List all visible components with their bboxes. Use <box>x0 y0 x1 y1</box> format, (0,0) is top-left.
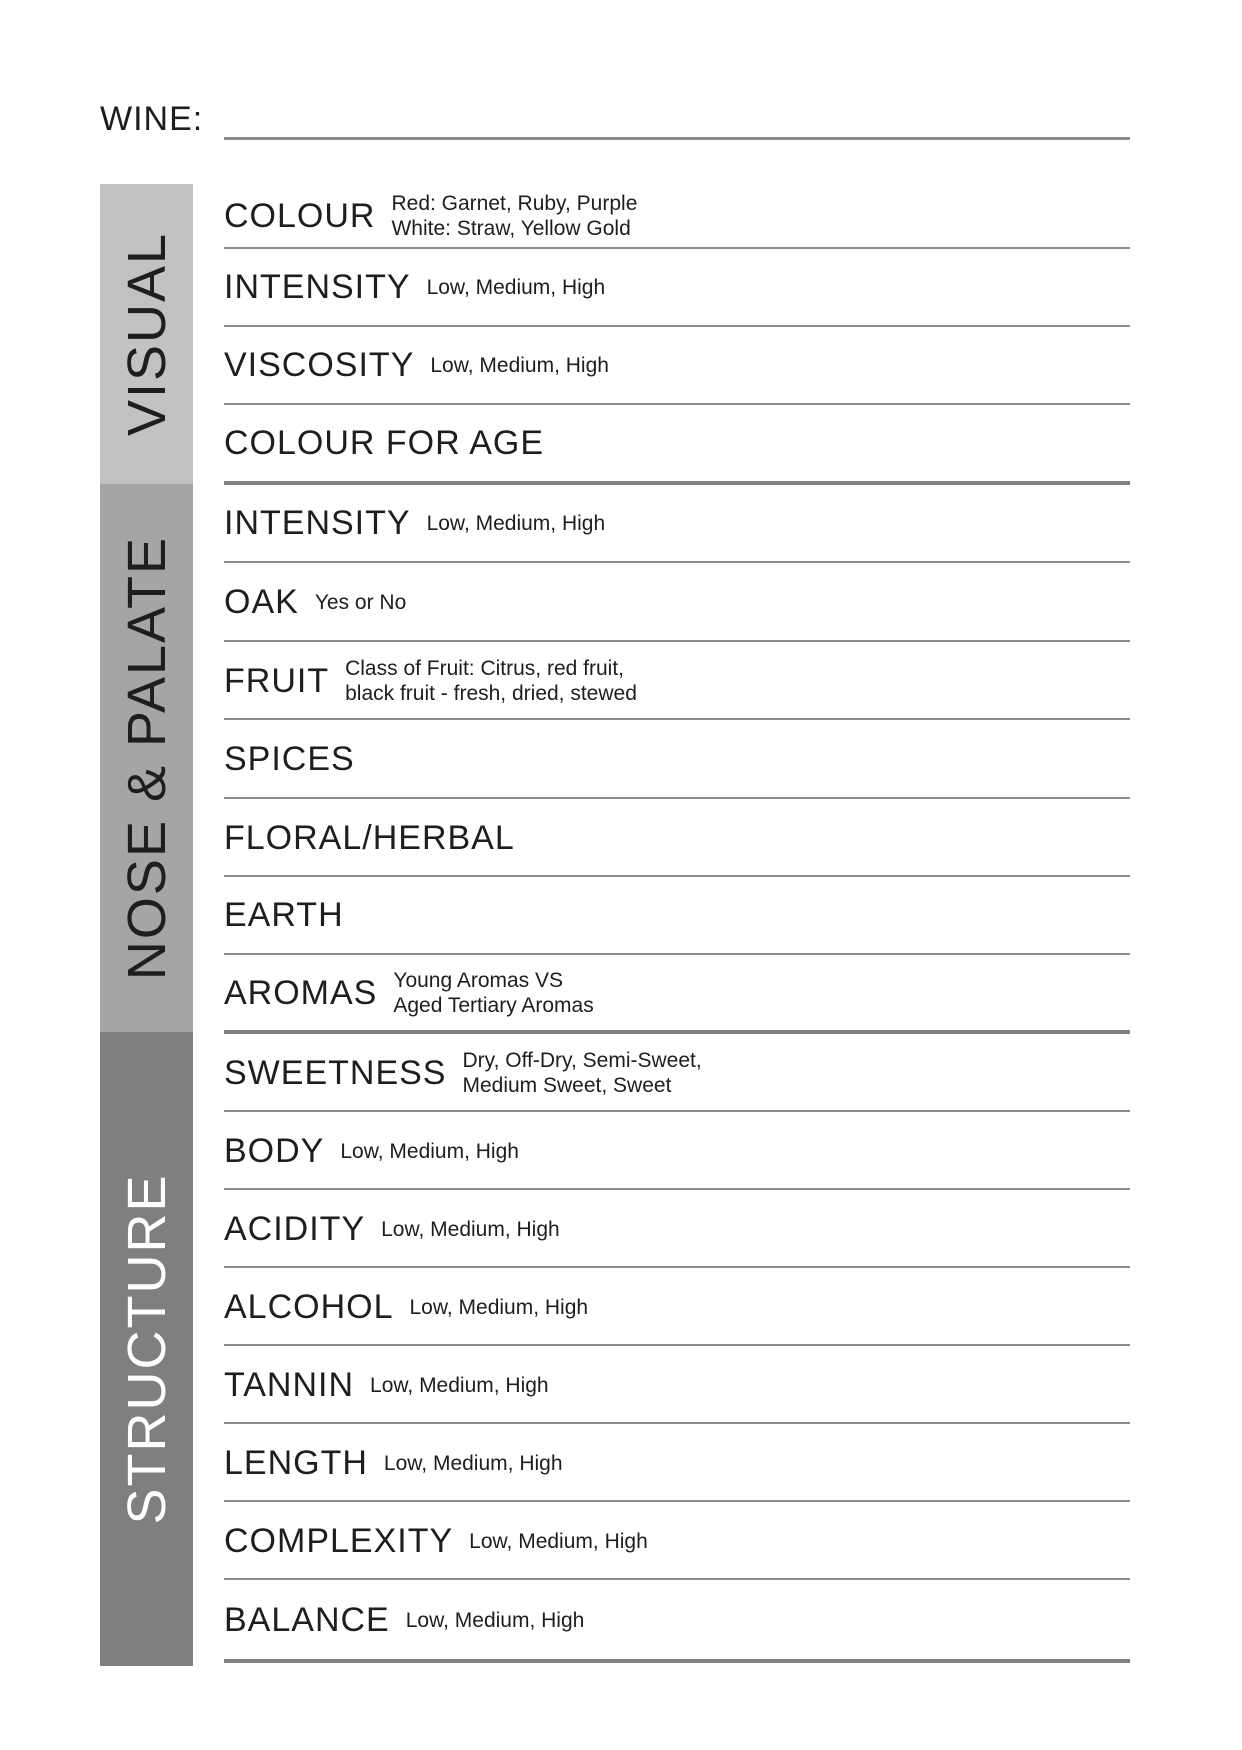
field-hint: Low, Medium, High <box>426 275 606 299</box>
field-row-floral-herbal <box>224 799 1130 877</box>
field-name: BODY <box>224 1132 325 1170</box>
section-band-nose-palate <box>100 484 193 1032</box>
field-name: SWEETNESS <box>224 1054 447 1092</box>
section-title-structure: STRUCTURE <box>116 1173 177 1525</box>
wine-name-row <box>100 98 1130 144</box>
field-hint: Dry, Off-Dry, Semi-Sweet, Medium Sweet, Sweet <box>462 1049 702 1097</box>
field-row-balance <box>224 1580 1130 1660</box>
field-row-body <box>224 1112 1130 1190</box>
field-name: SPICES <box>224 740 355 778</box>
field-name: FLORAL/HERBAL <box>224 819 515 857</box>
wine-label: WINE: <box>100 100 204 138</box>
field-name: COMPLEXITY <box>224 1522 454 1560</box>
field-name: BALANCE <box>224 1601 390 1639</box>
field-name: OAK <box>224 583 299 621</box>
field-row-acidity <box>224 1190 1130 1268</box>
field-name: TANNIN <box>224 1366 355 1404</box>
field-row-tannin <box>224 1346 1130 1424</box>
field-hint: Yes or No <box>314 590 407 614</box>
field-name: COLOUR FOR AGE <box>224 424 545 462</box>
field-row-viscosity <box>224 327 1130 403</box>
field-hint: Low, Medium, High <box>409 1295 589 1319</box>
field-name: LENGTH <box>224 1444 368 1482</box>
field-hint: Young Aromas VS Aged Tertiary Aromas <box>393 969 594 1017</box>
field-row-aromas <box>224 955 1130 1031</box>
field-hint: Low, Medium, High <box>381 1217 560 1241</box>
field-row-earth <box>224 877 1130 953</box>
wine-name-write-line[interactable] <box>224 137 1130 140</box>
field-row-complexity <box>224 1502 1130 1580</box>
field-row-alcohol <box>224 1268 1130 1346</box>
field-hint: Low, Medium, High <box>426 511 606 535</box>
field-hint: Class of Fruit: Citrus, red fruit, black fruit - fresh, dried, stewed <box>345 657 637 705</box>
field-hint: Low, Medium, High <box>383 1451 563 1475</box>
field-hint: Low, Medium, High <box>340 1139 519 1163</box>
field-hint: Low, Medium, High <box>370 1373 549 1397</box>
field-name: EARTH <box>224 896 344 934</box>
section-band-structure <box>100 1032 193 1666</box>
field-row-colour <box>224 184 1130 248</box>
field-row-colour-for-age <box>224 405 1130 481</box>
field-row-intensity-nose <box>224 485 1130 561</box>
field-row-fruit <box>224 642 1130 720</box>
field-hint: Low, Medium, High <box>405 1608 585 1632</box>
field-name: ACIDITY <box>224 1210 366 1248</box>
field-name: AROMAS <box>224 974 378 1012</box>
section-title-visual: VISUAL <box>116 231 177 437</box>
field-name: ALCOHOL <box>224 1288 394 1326</box>
field-row-length <box>224 1424 1130 1502</box>
field-row-spices <box>224 720 1130 798</box>
field-row-sweetness <box>224 1034 1130 1112</box>
field-name: COLOUR <box>224 197 376 235</box>
section-divider <box>224 1659 1130 1663</box>
field-name: FRUIT <box>224 662 330 700</box>
field-hint: Red: Garnet, Ruby, Purple White: Straw, Yellow Gold <box>391 192 638 240</box>
field-name: VISCOSITY <box>224 346 415 384</box>
field-row-intensity-visual <box>224 249 1130 325</box>
field-name: INTENSITY <box>224 504 411 542</box>
field-hint: Low, Medium, High <box>430 353 609 377</box>
section-band-visual <box>100 184 193 484</box>
field-hint: Low, Medium, High <box>469 1529 648 1553</box>
field-name: INTENSITY <box>224 268 411 306</box>
section-title-nose-palate: NOSE & PALATE <box>116 535 177 981</box>
field-row-oak <box>224 563 1130 641</box>
